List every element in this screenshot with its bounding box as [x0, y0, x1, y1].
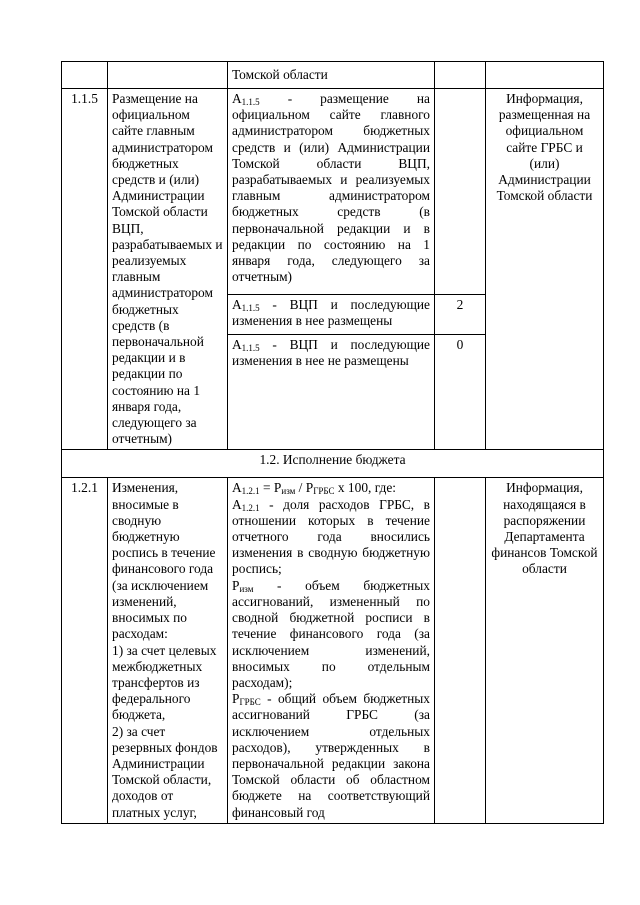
section-header-row — [62, 450, 604, 478]
name-line: резервных фондов — [112, 739, 218, 755]
cell-source — [486, 62, 604, 89]
formula-a: А — [232, 480, 242, 496]
source-text: Информация, размещенная на официальном сайте ГРБС и (или) Администрации Томской области — [496, 91, 593, 204]
cell-name — [108, 478, 228, 823]
table-row-1-1-5 — [62, 89, 604, 295]
name-line: Администрации — [112, 755, 205, 771]
name-line: сводную — [112, 512, 162, 528]
name-line: вносимых по — [112, 610, 188, 626]
name-line: федерального — [112, 691, 191, 707]
cell-desc — [228, 62, 435, 89]
name-line: трансфертов из — [112, 674, 200, 690]
def-p1-sub: изм — [239, 583, 254, 594]
def-a-sym: А — [232, 496, 242, 512]
def-a-sub: 1.2.1 — [241, 502, 260, 513]
cell-value — [435, 478, 486, 823]
cell-desc — [228, 334, 435, 450]
cell-value — [435, 62, 486, 89]
name-line: роспись в течение — [112, 545, 216, 561]
table-row-continuation — [62, 62, 604, 89]
table-row-1-2-1 — [62, 478, 604, 823]
definition-a — [232, 497, 430, 578]
definition-p-grbs — [232, 691, 430, 821]
cell-name — [108, 62, 228, 89]
symbol-a: А — [232, 336, 242, 352]
cell-value — [435, 294, 486, 334]
def-p2-text: - общий объем бюджетных ассигнований ГРБС (за исключением отдельных расходов), утвержденных в первоначальной редакции закона Томской области об областном бюджете на соответствующий финансовый год — [232, 691, 430, 820]
def-p1-text: - объем бюджетных ассигнований, измененный по сводной бюджетной росписи в течение финансового года (за исключением изменений, вносимых по отдельным расходам); — [232, 577, 430, 690]
symbol-a: А — [232, 296, 242, 312]
name-line: бюджетную — [112, 529, 180, 545]
cell-value — [435, 334, 486, 450]
indicator-name: Размещение на официальном сайте главным администратором бюджетных средств и (или) Администрации Томской области ВЦП, разрабатываемых и реализуемых главным администратором бюджетных средств (в первоначальной редакции и в редакции по состоянию на 1 января года, следующего за отчетным) — [112, 91, 223, 447]
cell-formula — [228, 478, 435, 823]
cell-desc — [228, 89, 435, 295]
cell-value — [435, 89, 486, 295]
formula-a-sub: 1.2.1 — [241, 486, 260, 497]
cell-num — [62, 62, 108, 89]
section-title-cell — [62, 450, 604, 478]
cell-name — [108, 89, 228, 450]
name-line: доходов от — [112, 788, 174, 804]
section-title: 1.2. Исполнение бюджета — [259, 452, 406, 468]
def-p2-sub: ГРБС — [239, 697, 261, 708]
symbol-a-sub: 1.1.5 — [241, 97, 260, 107]
option-text: - ВЦП и последующие изменения в нее размещены — [232, 296, 430, 329]
formula-tail: х 100, где: — [334, 480, 397, 496]
name-line: вносимые в — [112, 496, 179, 512]
def-a-text: - доля расходов ГРБС, в отношении которых в течение отчетного года вносились изменения в сводную бюджетную роспись; — [232, 496, 430, 577]
formula — [232, 480, 430, 496]
name-line: 2) за счет — [112, 723, 166, 739]
indicators-table — [61, 61, 604, 824]
cell-source — [486, 478, 604, 823]
symbol-a: А — [232, 91, 242, 106]
desc-tail-text: Томской области — [232, 67, 328, 82]
option-value: 0 — [456, 336, 464, 352]
formula-eq: = Р — [259, 480, 282, 496]
name-line: финансового года — [112, 561, 214, 577]
name-line: расходам: — [112, 626, 168, 642]
cell-num — [62, 89, 108, 450]
option-value: 2 — [456, 296, 464, 312]
def-p1-sym: Р — [232, 577, 240, 593]
definition-p-izm — [232, 578, 430, 691]
name-line: межбюджетных — [112, 658, 203, 674]
source-text: Информация, находящаяся в распоряжении Департамента финансов Томской области — [491, 480, 598, 577]
name-line: Изменения, — [112, 480, 179, 496]
cell-source — [486, 89, 604, 450]
name-line: 1) за счет целевых — [112, 642, 217, 658]
name-line: (за исключением — [112, 577, 209, 593]
name-line: платных услуг, — [112, 804, 197, 820]
formula-div: / Р — [295, 480, 314, 496]
name-line: бюджета, — [112, 707, 166, 723]
desc-text: - размещение на официальном сайте главного администратором бюджетных средств и (или) Администрации Томской области ВЦП, разрабатываемых и реализуемых главным администратором бюджетных средств (в первоначальной редакции и в редакции по состоянию на 1 января года, следующего за отчетным) — [232, 91, 430, 285]
symbol-a-sub: 1.1.5 — [241, 302, 260, 313]
option-text: - ВЦП и последующие изменения в нее не размещены — [232, 336, 430, 368]
row-number: 1.2.1 — [71, 480, 98, 496]
formula-p1-sub: изм — [281, 486, 296, 497]
name-line: изменений, — [112, 593, 177, 609]
cell-num — [62, 478, 108, 823]
name-line: Томской области, — [112, 772, 212, 788]
formula-p2-sub: ГРБС — [313, 486, 335, 497]
row-number: 1.1.5 — [71, 91, 98, 106]
def-p2-sym: Р — [232, 691, 240, 707]
symbol-a-sub: 1.1.5 — [241, 342, 260, 353]
cell-desc — [228, 294, 435, 334]
